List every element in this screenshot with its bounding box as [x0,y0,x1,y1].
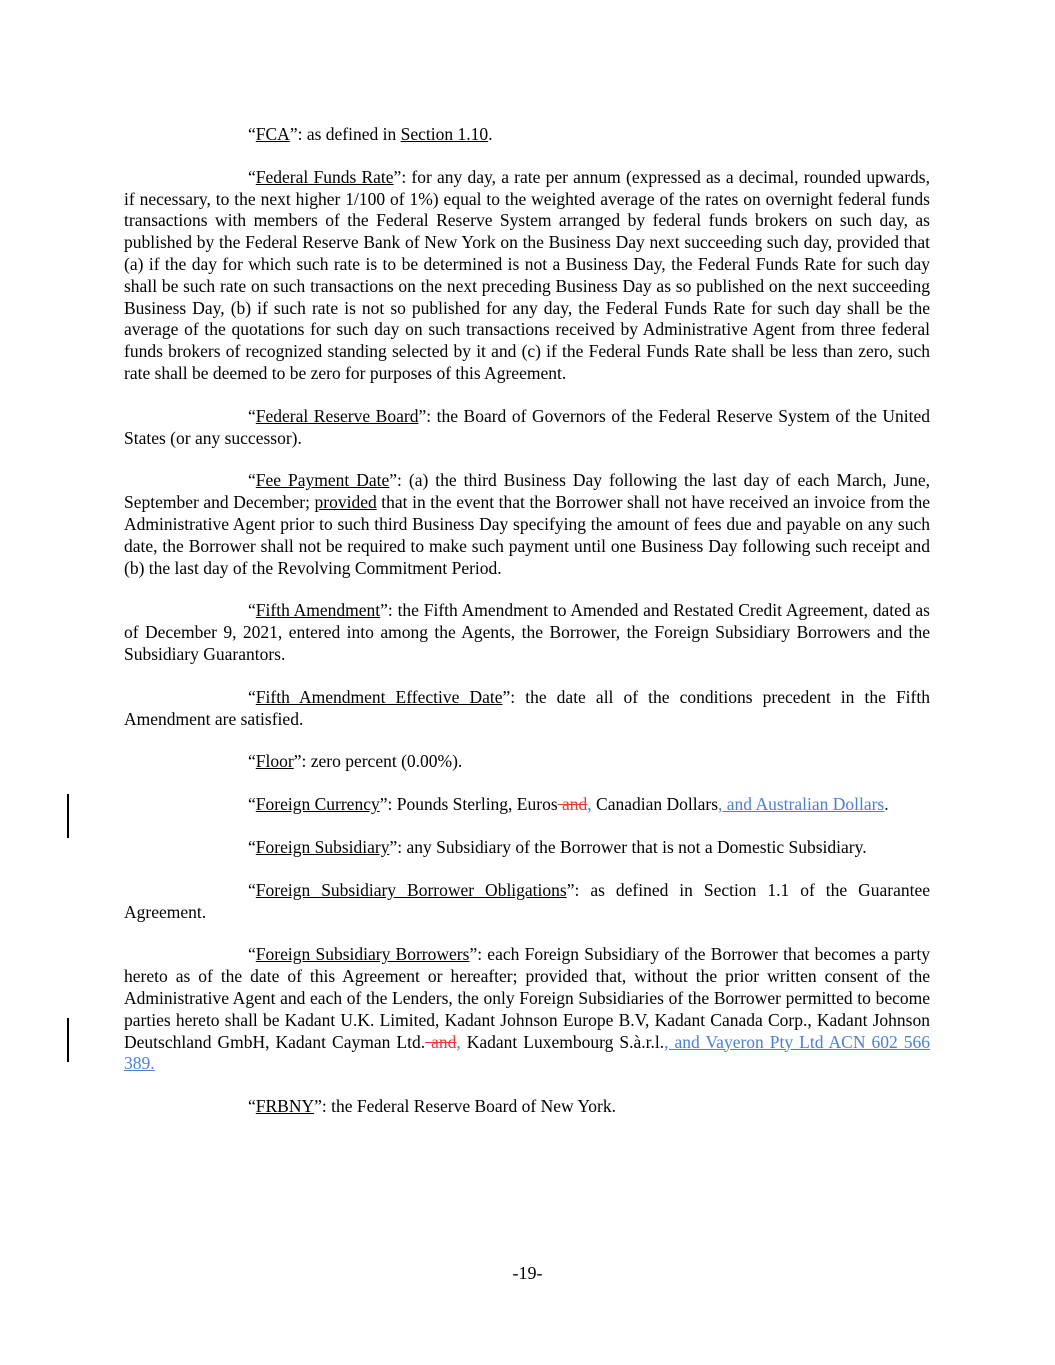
inserted-text: , and Vayeron Pty Ltd ACN 602 566 389. [124,1031,930,1074]
defined-term: FRBNY [255,1096,315,1117]
definition-fifth-amendment: “Fifth Amendment”: the Fifth Amendment to Amended and Restated Credit Agreement, dated as of December 9, 2021, entered into among the Agents, the Borrower, the Foreign Subsidiary Borrowers and the Subsidiary Guarantors. [124,600,930,664]
definition-foreign-subsidiary: “Foreign Subsidiary”: any Subsidiary of the Borrower that is not a Domestic Subsidiary. [248,836,867,857]
definition-foreign-subsidiary-borrower-obligations: “Foreign Subsidiary Borrower Obligations”: as defined in Section 1.1 of the Guarantee Agreement. [124,879,930,922]
deleted-text: and [557,794,588,815]
definition-foreign-currency: “Foreign Currency”: Pounds Sterling, Euros and, Canadian Dollars, and Australian Dollars. [124,794,930,816]
inserted-text: , [456,1031,461,1052]
deleted-text: and [425,1031,457,1052]
definition-foreign-subsidiary-borrowers: “Foreign Subsidiary Borrowers”: each Foreign Subsidiary of the Borrower that becomes a party hereto as of the date of this Agreement or hereafter; provided that, without the prior written consent of the Administrative Agent and each of the Lenders, the only Foreign Subsidiaries of the Borrower permitted to become parties hereto shall be Kadant U.K. Limited, Kadant Johnson Europe B.V, Kadant Canada Corp., Kadant Johnson Deutschland GmbH, Kadant Cayman Ltd. and, Kadant Luxembourg S.à.r.l., and Vayeron Pty Ltd ACN 602 566 389. [124,944,930,1075]
defined-term: Foreign Subsidiary [255,836,390,857]
defined-term: Fifth Amendment Effective Date [255,686,503,707]
definition-fifth-amendment-effective-date: “Fifth Amendment Effective Date”: the date all of the conditions precedent in the Fifth Amendment are satisfied. [124,686,930,729]
document-page [124,124,930,1139]
defined-term: Foreign Subsidiary Borrowers [255,944,470,965]
defined-term: Foreign Currency [255,794,380,815]
inserted-text: , and Australian Dollars [718,794,885,815]
defined-term: Fee Payment Date [255,470,390,491]
defined-term: Foreign Subsidiary Borrower Obligations [255,879,567,900]
defined-term: FCA [255,124,290,144]
change-bar [67,794,69,838]
definition-fca: “FCA”: as defined in Section 1.10. [248,124,493,144]
inserted-text: , [587,794,592,815]
section-reference: Section 1.10 [400,124,489,144]
definition-federal-reserve-board: “Federal Reserve Board”: the Board of Governors of the Federal Reserve System of the United States (or any successor). [124,405,930,448]
page-number: -19- [512,1263,543,1283]
definition-frbny: “FRBNY”: the Federal Reserve Board of New York. [248,1096,616,1117]
definition-federal-funds-rate: “Federal Funds Rate”: for any day, a rate per annum (expressed as a decimal, rounded upwards, if necessary, to the next higher 1/100 of 1%) equal to the weighted average of the rates on overnight federal funds transactions with members of the Federal Reserve System arranged by federal funds brokers on such day, as published by the Federal Reserve Bank of New York on the Business Day next succeeding such day, provided that (a) if the day for which such rate is to be determined is not a Business Day, the Federal Funds Rate for such day shall be such rate on such transactions on the next preceding Business Day as so published on the next succeeding Business Day, (b) if such rate is not so published for any day, the Federal Funds Rate for such day shall be the average of the quotations for such day on such transactions received by Administrative Agent from three federal funds brokers of recognized standing selected by it and (c) if the Federal Funds Rate shall be less than zero, such rate shall be deemed to be zero for purposes of this Agreement. [124,166,930,383]
definition-fee-payment-date: “Fee Payment Date”: (a) the third Business Day following the last day of each March, June, September and December; provided that in the event that the Borrower shall not have received an invoice from the Administrative Agent prior to such third Business Day specifying the amount of fees due and payable on any such date, the Borrower shall not be required to make such payment until one Business Day following such receipt and (b) the last day of the Revolving Commitment Period. [124,470,930,578]
defined-term: Floor [255,751,294,772]
defined-term: Fifth Amendment [255,600,381,621]
defined-term: Federal Funds Rate [255,166,394,187]
defined-term: Federal Reserve Board [255,405,419,426]
definition-floor: “Floor”: zero percent (0.00%). [248,751,463,772]
change-bar [67,1018,69,1062]
